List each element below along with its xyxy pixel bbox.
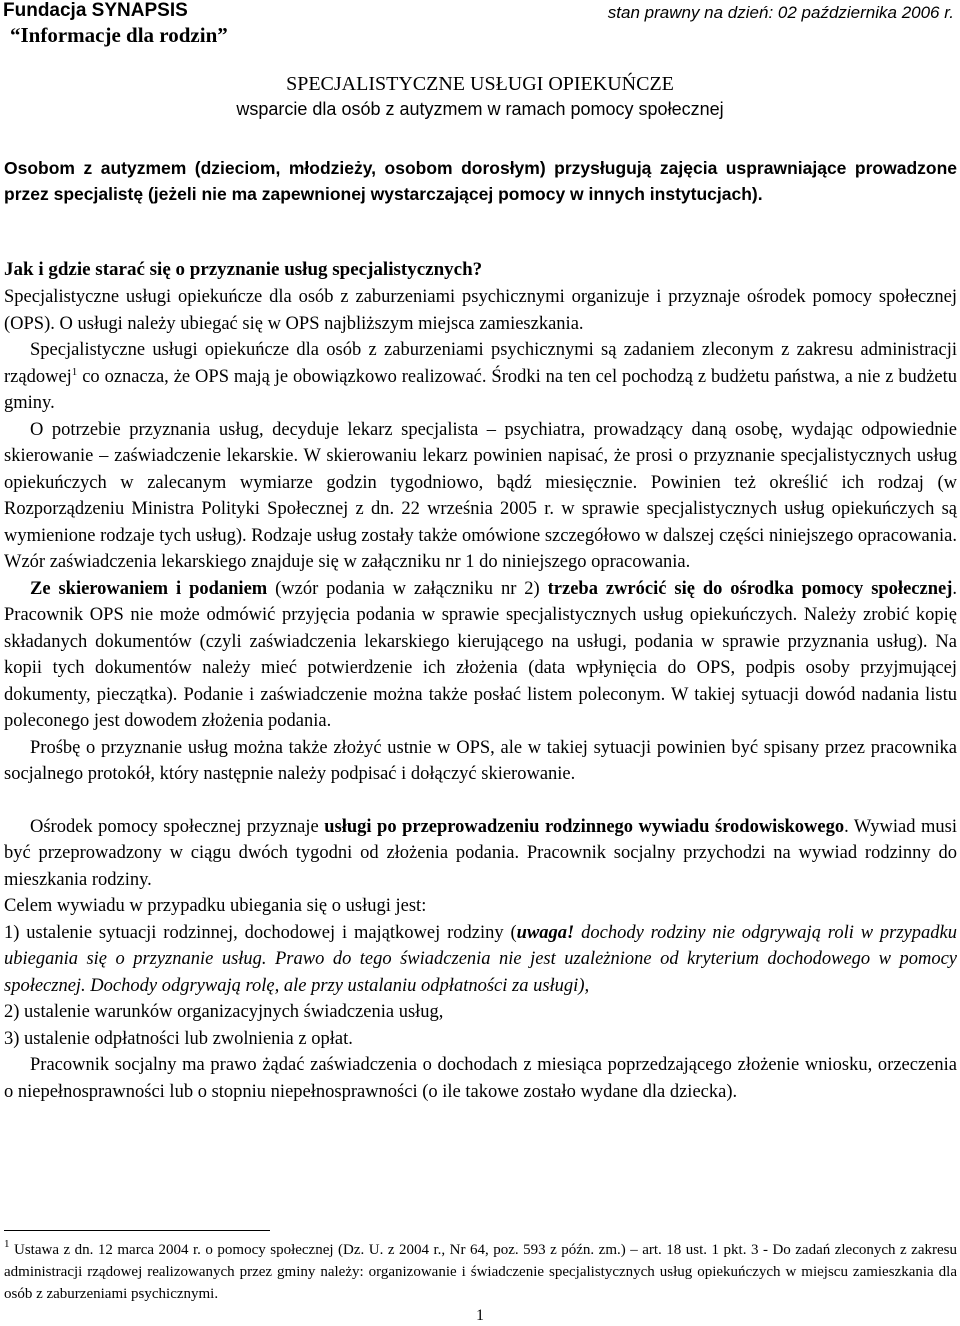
paragraph-oral-request: Prośbę o przyznanie usług można także złożyć ustnie w OPS, ale w takiej sytuacji powinien być spisany przez pracownika socjalnego protokół, który następnie należy podpisać i dołączyć skierowanie. bbox=[4, 737, 957, 784]
footnote-number: 1 bbox=[4, 1238, 10, 1250]
paragraph-text: . Wywiad musi być przeprowadzony w ciągu dwóch tygodni od złożenia podania. Pracownik socjalny przychodzi na wywiad rodzinny do mieszkania rodziny. bbox=[4, 816, 957, 890]
paragraph-psychiatrist-referral: O potrzebie przyznania usług, decyduje lekarz specjalista – psychiatra, prowadzący daną osobę, wydając odpowiednie skierowanie – zaświadczenie lekarskie. W skierowaniu lekarz powinien napisać, że prosi o przyznanie specjalistycznych usług opiekuńczych w zalecanym wymiarze godzin tygodniowo, bądź miesięcznie. Powinien też określić ich rodzaj (w Rozporządzeniu Ministra Polityki Społecznej z dn. 22 września 2005 r. w sprawie specjalistycznych usług opiekuńczych są wymienione rodzaje tych usług). Rodzaje usług zostały także omówione szczegółowo w dalszej części niniejszego opracowania. Wzór zaświadczenia lekarskiego znajduje się w załączniku nr 1 do niniejszego opracowania. bbox=[4, 419, 957, 572]
italic-text: dochody rodziny nie odgrywają roli w przypadku ubiegania się o przyznanie usług. Prawo do tego świadczenia nie jest uzależnione od kryterium dochodowego w pomocy społecznej. Dochody odgrywają rolę, ale przy ustalaniu odpłatności za usługi), bbox=[4, 922, 957, 996]
legal-status-date: stan prawny na dzień: 02 października 2006 r. bbox=[607, 3, 954, 22]
paragraph-income-certificate: Pracownik socjalny ma prawo żądać zaświadczenia o dochodach z miesiąca poprzedzającego złożenie wniosku, orzeczenia o niepełnosprawności lub o stopniu niepełnosprawności (o ile takowe zostało wydane dla dziecka). bbox=[4, 1055, 957, 1102]
paragraph-text: Specjalistyczne usługi opiekuńcze dla osób z zaburzeniami psychicznymi organizuje i przyznaje ośrodek pomocy społecznej (OPS). O usługi należy ubiegać się w OPS najbliższym miejsca zamieszkania. bbox=[4, 287, 957, 334]
series-subtitle: “Informacje dla rodzin” bbox=[10, 23, 228, 47]
bold-text: Ze skierowaniem i podaniem bbox=[30, 578, 268, 599]
paragraph-text: (wzór podania w załączniku nr 2) bbox=[267, 578, 548, 599]
page-number: 1 bbox=[476, 1307, 484, 1324]
list-item: 3) ustalenie odpłatności lub zwolnienia z opłat. bbox=[4, 1028, 353, 1049]
bold-text: trzeba zwrócić się do ośrodka pomocy społecznej bbox=[547, 578, 953, 599]
bold-italic-text: uwaga! bbox=[516, 922, 575, 943]
paragraph-interview-purpose: Celem wywiadu w przypadku ubiegania się o usługi jest: bbox=[4, 896, 427, 916]
paragraph-text: Specjalistyczne usługi opiekuńcze dla osób z zaburzeniami psychicznymi są zadaniem zleconym z zakresu administracji rządowej bbox=[4, 340, 957, 387]
list-item bbox=[4, 920, 957, 1000]
paragraph-commissioned-task bbox=[4, 337, 957, 417]
footnote-separator bbox=[4, 1230, 270, 1231]
list-item-text: 1) ustalenie sytuacji rodzinnej, dochodowej i majątkowej rodziny ( bbox=[4, 922, 517, 943]
organization-name: Fundacja SYNAPSIS bbox=[3, 0, 188, 21]
footnote-ref[interactable]: 1 bbox=[71, 365, 78, 378]
section-question: Jak i gdzie starać się o przyznanie usług specjalistycznych? bbox=[4, 259, 483, 280]
paragraph-environmental-interview bbox=[4, 814, 957, 894]
body-text bbox=[4, 284, 957, 1105]
paragraph-text: . Pracownik OPS nie może odmówić przyjęcia podania w sprawie specjalistycznych usług opiekuńczych. Należy zrobić kopię składanych dokumentów (czyli zaświadczenia lekarskiego kierującego na usługi, podania w sprawie przyznania usług). Na kopii tych dokumentów należy mieć potwierdzenie ich złożenia (data wpłynięcia do OPS, podpis osoby przyjmującej dokumenty, pieczątka). Podanie i zaświadczenie można także posłać listem poleconym. W takiej sytuacji dowód nadania listu poleconego jest dowodem złożenia podania. bbox=[4, 578, 957, 731]
document-subtitle: wsparcie dla osób z autyzmem w ramach pomocy społecznej bbox=[236, 99, 724, 119]
paragraph-submit-application bbox=[4, 576, 957, 735]
list-item: 2) ustalenie warunków organizacyjnych świadczenia usług, bbox=[4, 1002, 444, 1022]
paragraph-text: co oznacza, że OPS mają je obowiązkowo realizować. Środki na ten cel pochodzą z budżetu państwa, a nie z budżetu gminy. bbox=[4, 366, 957, 413]
bold-text: usługi po przeprowadzeniu rodzinnego wywiadu środowiskowego bbox=[324, 816, 845, 837]
footnote-text: Ustawa z dn. 12 marca 2004 r. o pomocy społecznej (Dz. U. z 2004 r., Nr 64, poz. 593 z późn. zm.) – art. 18 ust. 1 pkt. 3 - Do zadań zleconych z zakresu administracji rządowej realizowanych przez gminy należy: organizowanie i świadczenie specjalistycznych usług opiekuńczych w miejscu zamieszkania dla osób z zaburzeniami psychicznymi. bbox=[4, 1242, 957, 1302]
paragraph-text: Ośrodek pomocy społecznej przyznaje bbox=[30, 816, 325, 837]
paragraph-ops-organizes bbox=[4, 284, 957, 337]
document-title: SPECJALISTYCZNE USŁUGI OPIEKUŃCZE bbox=[286, 73, 674, 95]
footnote bbox=[4, 1239, 957, 1305]
intro-paragraph: Osobom z autyzmem (dzieciom, młodzieży, osobom dorosłym) przysługują zajęcia usprawniające prowadzone przez specjalistę (jeżeli nie ma zapewnionej wystarczającej pomocy w innych instytucjach). bbox=[4, 158, 957, 204]
